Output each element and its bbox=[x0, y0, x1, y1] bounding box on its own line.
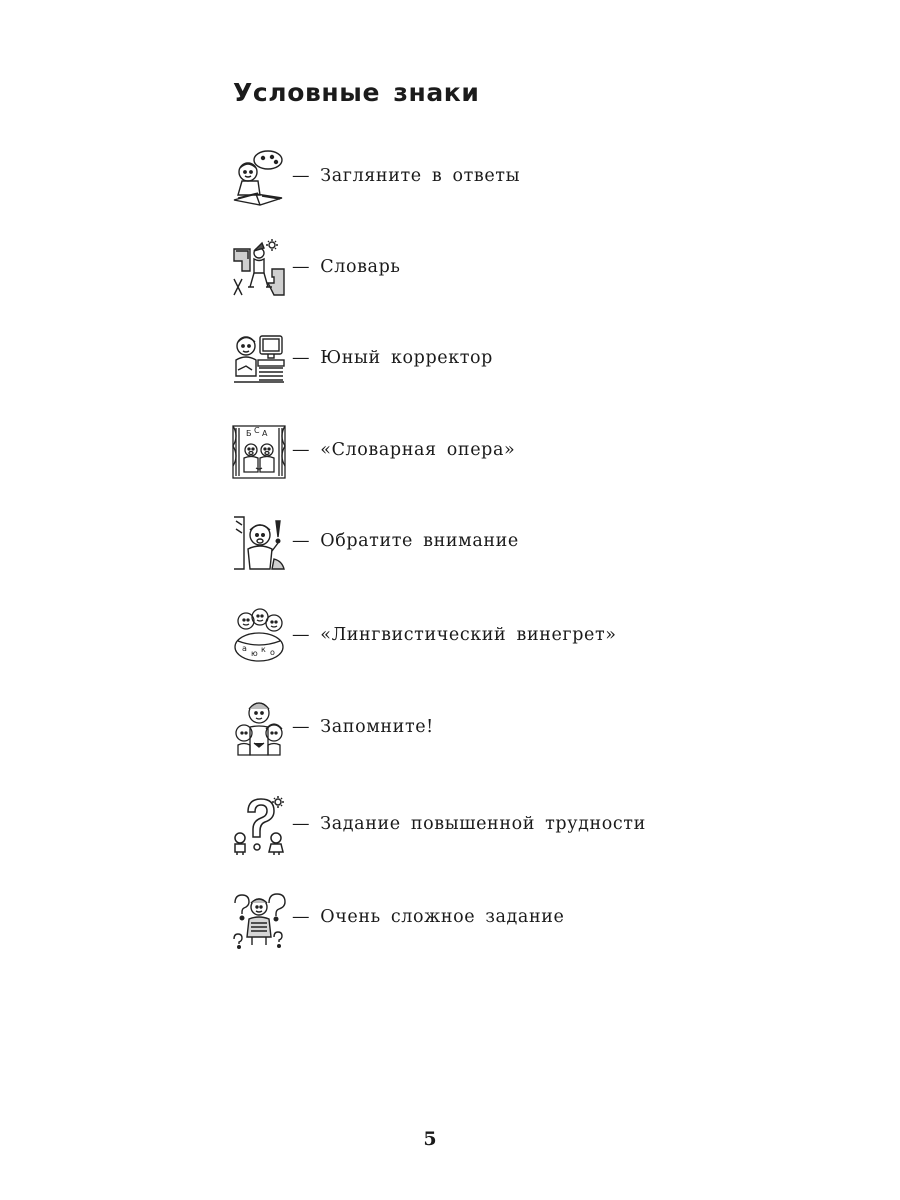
svg-text:к: к bbox=[261, 645, 266, 654]
legend-item bbox=[230, 148, 790, 212]
svg-text:ю: ю bbox=[251, 649, 258, 658]
linguistic-vinaigrette-icon bbox=[232, 607, 286, 667]
remember-children-icon bbox=[232, 699, 286, 759]
legend-text: — Обратите внимание bbox=[292, 531, 519, 551]
legend-item bbox=[230, 513, 790, 577]
legend-text: — Очень сложное задание bbox=[292, 907, 565, 927]
legend-item bbox=[230, 699, 790, 763]
page-title: Условные знаки bbox=[233, 78, 480, 107]
legend-item bbox=[230, 889, 790, 953]
svg-text:о: о bbox=[270, 648, 275, 657]
question-marks-very-hard-icon bbox=[232, 889, 286, 949]
attention-exclamation-icon bbox=[232, 513, 286, 573]
child-reading-answers-icon bbox=[232, 148, 286, 208]
vocabulary-opera-stage-icon bbox=[232, 422, 286, 482]
legend-text: — «Лингвистический винегрет» bbox=[292, 625, 617, 645]
question-mark-difficult-icon bbox=[232, 796, 286, 856]
dictionary-letters-icon bbox=[232, 239, 286, 299]
legend-text: — Загляните в ответы bbox=[292, 166, 521, 186]
young-corrector-computer-icon bbox=[232, 330, 286, 390]
legend-item bbox=[230, 607, 790, 671]
legend-text: — Словарь bbox=[292, 257, 401, 277]
legend-item bbox=[230, 330, 790, 394]
legend-item bbox=[230, 796, 790, 860]
svg-text:А: А bbox=[262, 429, 268, 438]
legend-text: — Запомните! bbox=[292, 717, 434, 737]
svg-text:Б: Б bbox=[246, 429, 252, 438]
legend-text: — «Словарная опера» bbox=[292, 440, 516, 460]
legend-text: — Юный корректор bbox=[292, 348, 493, 368]
legend-item bbox=[230, 422, 790, 486]
legend-item bbox=[230, 239, 790, 303]
page-number: 5 bbox=[423, 1128, 437, 1150]
svg-text:С: С bbox=[254, 426, 260, 435]
svg-text:а: а bbox=[242, 644, 247, 653]
legend-text: — Задание повышенной трудности bbox=[292, 814, 646, 834]
